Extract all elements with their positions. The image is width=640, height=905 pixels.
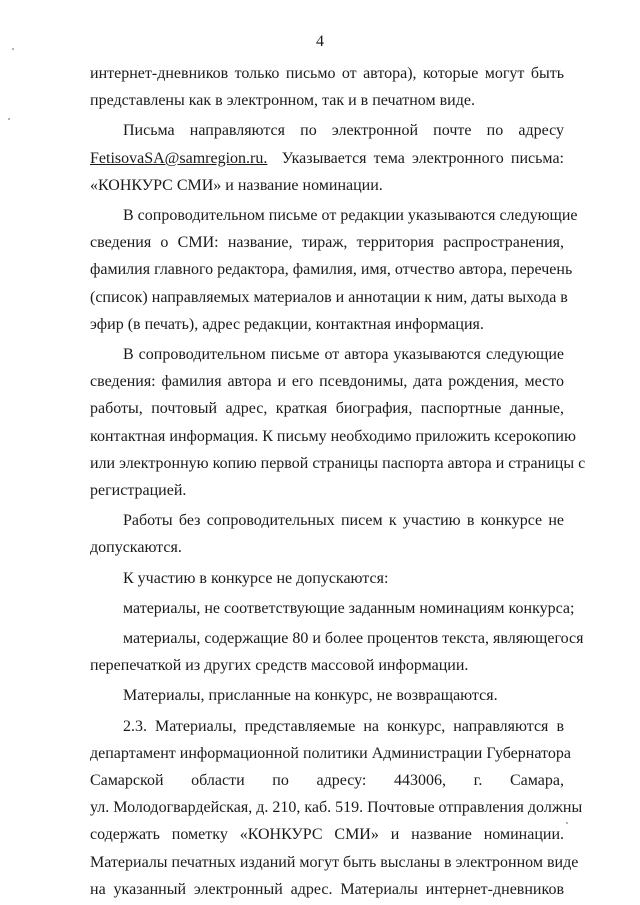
text-line: сведения: фамилия автора и его псевдонимы, дата рождения, место <box>90 373 564 391</box>
paragraph-2 <box>90 117 564 199</box>
paragraph-6 <box>90 565 564 592</box>
scan-speck <box>12 48 14 50</box>
text-line: перепечаткой из других средств массовой информации. <box>90 657 469 675</box>
text-line: на указанный электронный адрес. Материалы интернет-дневников <box>90 880 564 898</box>
paragraph-10 <box>90 713 583 903</box>
paragraph-7 <box>90 595 575 622</box>
paragraph-5 <box>90 507 564 561</box>
text-line: В сопроводительном письме от автора указываются следующие <box>123 346 564 364</box>
document-body <box>90 60 586 903</box>
text-line: (список) направляемых материалов и аннотации к ним, даты выхода в <box>90 288 568 306</box>
text-line: или электронную копию первой страницы паспорта автора и страницы с <box>90 454 586 472</box>
text-line: ул. Молодогвардейская, д. 210, каб. 519. Почтовые отправления должны <box>90 799 583 817</box>
scan-speck <box>8 118 10 120</box>
text-line: сведения о СМИ: название, тираж, территория распространения, <box>90 234 564 252</box>
email-link[interactable]: FetisovaSA@samregion.ru. <box>90 149 268 167</box>
text-line: Самарской области по адресу: 443006, г. Самара, <box>90 772 564 790</box>
text-line: Работы без сопроводительных писем к участию в конкурсе не <box>123 512 564 530</box>
text-line: содержать пометку «КОНКУРС СМИ» и название номинации. <box>90 826 564 844</box>
paragraph-3 <box>90 202 578 338</box>
text-line: К участию в конкурсе не допускаются: <box>123 569 389 587</box>
email-line <box>90 145 564 172</box>
text-line: интернет-дневников только письмо от автора), которые могут быть <box>90 65 564 82</box>
text-line: «КОНКУРС СМИ» и название номинации. <box>90 176 383 194</box>
text-line-fragment: Указывается тема электронного письма: <box>281 149 564 167</box>
paragraph-4 <box>90 341 586 504</box>
text-line: регистрацией. <box>90 482 187 500</box>
text-line: работы, почтовый адрес, краткая биография, паспортные данные, <box>90 400 564 418</box>
text-line: представлены как в электронном, так и в печатном виде. <box>90 92 475 110</box>
text-line: эфир (в печать), адрес редакции, контактная информация. <box>90 315 484 333</box>
text-line: материалы, содержащие 80 и более процентов текста, являющегося <box>123 630 584 648</box>
scan-speck <box>566 822 568 824</box>
paragraph-9 <box>90 682 564 709</box>
text-line: Материалы печатных изданий могут быть высланы в электронном виде <box>90 853 579 871</box>
text-line: допускаются. <box>90 539 182 557</box>
text-line: Письма направляются по электронной почте по адресу <box>123 122 564 140</box>
paragraph-1 <box>90 60 564 114</box>
text-line: В сопроводительном письме от редакции указываются следующие <box>123 207 578 225</box>
page-number: 4 <box>316 33 324 50</box>
text-line: департамент информационной политики Администрации Губернатора <box>90 744 571 762</box>
text-line: Материалы, присланные на конкурс, не возвращаются. <box>123 687 498 705</box>
text-line: контактная информация. К письму необходимо приложить ксерокопию <box>90 427 576 445</box>
paragraph-8 <box>90 625 584 679</box>
text-line: материалы, не соответствующие заданным номинациям конкурса; <box>123 599 575 617</box>
text-line: фамилия главного редактора, фамилия, имя, отчество автора, перечень <box>90 261 573 279</box>
text-line: 2.3. Материалы, представляемые на конкурс, направляются в <box>123 717 564 735</box>
